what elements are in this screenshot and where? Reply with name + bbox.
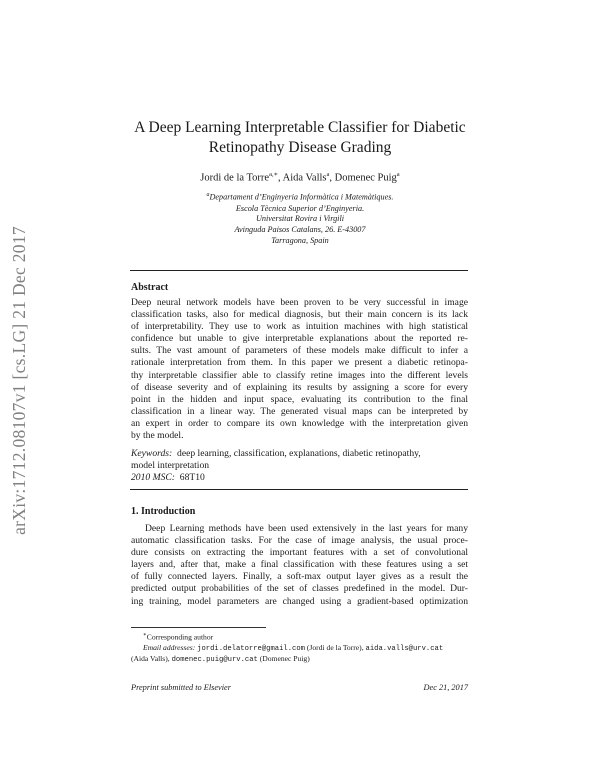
keywords-label: Keywords: (131, 448, 173, 459)
author-marker: a,∗ (269, 171, 278, 178)
abstract-body (131, 297, 468, 442)
arxiv-stamp (6, 200, 32, 560)
affiliation-marker: a (206, 192, 210, 198)
footnote-marker: ∗ (143, 632, 147, 638)
email-address: domenec.puig@urv.cat (171, 655, 258, 664)
email-owner: (Domenec Puig) (259, 653, 310, 663)
footnotes (131, 630, 468, 665)
email-owner: (Aida Valls), (131, 653, 170, 663)
title-line-2: Retinopathy Disease Grading (208, 139, 392, 156)
author-name: Jordi de la Torre (200, 172, 270, 184)
affiliation-line: Universitat Rovira i Virgili (255, 214, 344, 224)
affiliation (130, 190, 470, 247)
title-line-1: A Deep Learning Interpretable Classifier for Diabetic (134, 119, 466, 136)
msc-line (131, 472, 468, 484)
intro-line: of fully connected layers. Finally, a soft-max output layer gives as a result the (131, 571, 468, 583)
intro-line: Deep Learning methods have been used extensively in the last years for many (145, 523, 468, 534)
email-address: jordi.delatorre@gmail.com (197, 644, 305, 653)
intro-line: dure consists on extracting the important features with a set of convolutional (131, 547, 468, 559)
abstract-line: classification tasks, also for medical diagnosis, but their main concern is its lack (131, 309, 468, 321)
keywords-line (131, 448, 468, 460)
abstract-heading: Abstract (131, 282, 169, 293)
affiliation-line: Avinguda Paisos Catalans, 26. E-43007 (234, 225, 366, 235)
author-name: Aida Valls (282, 172, 327, 184)
email-label: Email addresses: (143, 642, 196, 652)
abstract-line: by the model. (131, 430, 184, 442)
abstract-line: an expert in order to compare its own knowledge with the interpretation given (131, 417, 468, 429)
abstract-line: of disease severity and of explaining its results by assigning a score for every (131, 381, 468, 393)
keywords-block (131, 448, 468, 484)
email-owner: (Jordi de la Torre), (306, 642, 364, 652)
paper-title (110, 118, 490, 158)
abstract-line: sults. The vast amount of parameters of these models make difficult to infer a (131, 345, 468, 357)
affiliation-line: $^a$Departament d’Enginyeria Informàtica i Matemàtiques. (206, 192, 394, 202)
intro-line: predicted output probabilities of the set of classes predefined in the model. Dur- (131, 583, 468, 595)
affiliation-line: Tarragona, Spain (271, 235, 329, 245)
abstract-top-rule (130, 270, 468, 271)
keywords-text: deep learning, classification, explanations, diabetic retinopathy, (177, 448, 421, 459)
abstract-bottom-rule (130, 489, 468, 490)
abstract-line: thy interpretable classifier able to classify retine images into the different levels (131, 369, 468, 381)
affiliation-line: Escola Tècnica Superior d’Enginyeria. (235, 203, 365, 213)
author-separator: , (329, 172, 335, 184)
author-list (130, 170, 470, 184)
intro-line: layers and, after that, make a final classification with these features using a set (131, 559, 468, 571)
section-heading-introduction: 1. Introduction (131, 506, 196, 517)
email-address: aida.valls@urv.cat (365, 644, 444, 653)
author-name: Domenec Puig (334, 172, 397, 184)
footer-date: Dec 21, 2017 (423, 683, 468, 692)
arxiv-stamp-text: arXiv:1712.08107v1 [cs.LG] 21 Dec 2017 (8, 225, 29, 535)
intro-line: automatic classification tasks. For the case of image analysis, the usual proce- (131, 535, 468, 547)
footnote-emails (131, 643, 468, 654)
footnote-emails-cont (131, 654, 468, 665)
abstract-line: classification in a linear way. The generated visual maps can be interpreted by (131, 405, 468, 417)
author-marker: a (396, 171, 400, 178)
intro-line: ing training, model parameters are changed using a gradient-based optimization (131, 595, 468, 607)
author-separator: , (278, 172, 283, 184)
msc-label: 2010 MSC: (131, 472, 175, 484)
abstract-line: rationale interpretation from them. In this paper we present a diabetic retinopa- (131, 357, 468, 369)
author-marker: a (326, 171, 330, 178)
abstract-line: of interpretability. They use to work as intuition machines with high statistical (131, 321, 468, 333)
abstract-line: point in the hidden and input space, evaluating its contribution to the final (131, 393, 468, 405)
footnote-corresponding: ∗Corresponding author (143, 632, 214, 642)
msc-value: 68T10 (179, 472, 205, 484)
keywords-line: model interpretation (131, 460, 210, 472)
introduction-body (131, 523, 468, 608)
abstract-line: confidence but unable to give interpretable explanations about the reported re- (131, 333, 468, 345)
abstract-line: Deep neural network models have been proven to be very successful in image (131, 297, 468, 308)
footnote-rule (131, 627, 266, 628)
footer-preprint-note: Preprint submitted to Elsevier (131, 683, 231, 692)
